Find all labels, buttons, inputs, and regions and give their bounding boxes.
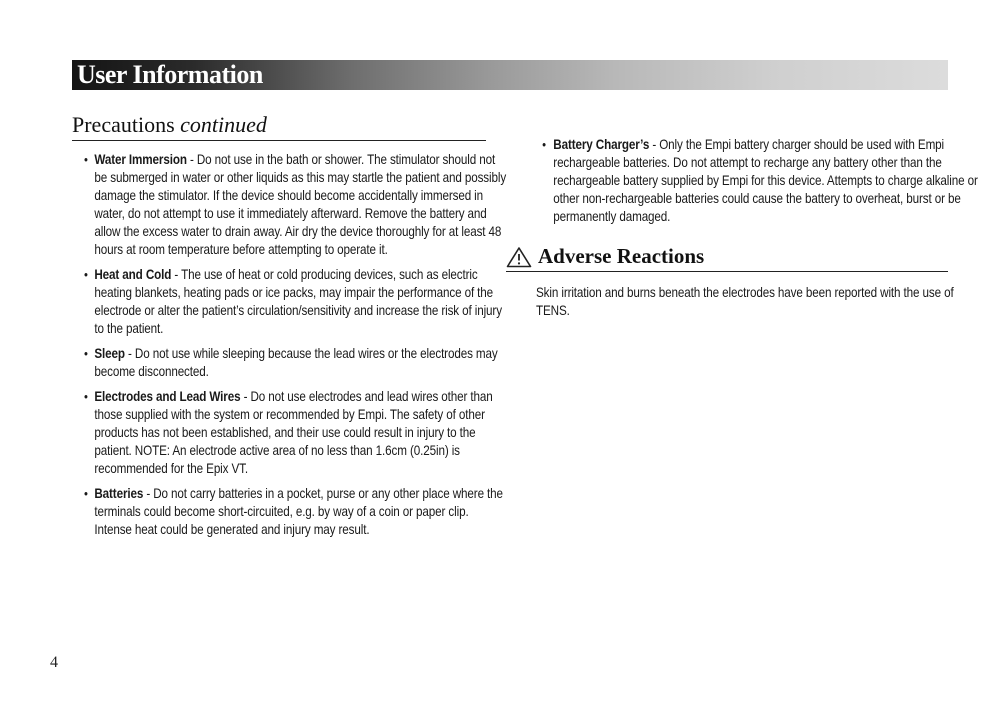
list-item [506, 136, 994, 226]
item-term: Battery Charger’s [553, 137, 650, 152]
list-item [72, 388, 507, 478]
adverse-text: Skin irritation and burns beneath the electrodes have been reported with the use of TENS. [536, 285, 954, 318]
precautions-heading [72, 112, 486, 141]
bullet-icon: • [542, 137, 546, 152]
precautions-list [72, 151, 507, 539]
item-term: Electrodes and Lead Wires [94, 389, 241, 404]
item-text: - Do not carry batteries in a pocket, purse or any other place where the terminals could become short-circuited, e.g. by way of a coin or paper clip. Intense heat could be generated and injury may result. [94, 486, 503, 537]
item-text: - Do not use while sleeping because the lead wires or the electrodes may become disconnected. [94, 346, 498, 379]
precautions-title-suffix: continued [180, 112, 267, 137]
item-text: - Only the Empi battery charger should be used with Empi rechargeable batteries. Do not attempt to recharge any battery other than the rechargeable battery supplied by Empi for this device. Attempts to charge alkaline or other non-rechargeable batteries could cause the battery to overheat, burst or be permanently damaged. [553, 137, 978, 224]
precautions-title: Precautions [72, 112, 175, 137]
item-term: Sleep [94, 346, 125, 361]
adverse-heading [506, 244, 948, 272]
list-item [72, 345, 507, 381]
adverse-section [506, 244, 954, 320]
item-text: - The use of heat or cold producing devices, such as electric heating blankets, heating pads or ice packs, may impair the performance of the electrode or alter the patient’s circulation/sensitivity and increase the risk of injury to the patient. [94, 267, 502, 336]
list-item [72, 151, 507, 259]
bullet-icon: • [84, 346, 88, 361]
header-title: User Information [77, 60, 263, 89]
bullet-icon: • [84, 389, 88, 404]
bullet-icon: • [84, 486, 88, 501]
adverse-title: Adverse Reactions [538, 244, 705, 268]
precautions-list-continued [506, 136, 978, 226]
left-column [72, 112, 507, 546]
page-number: 4 [50, 654, 58, 671]
item-term: Batteries [94, 486, 144, 501]
bullet-icon: • [84, 152, 88, 167]
item-term: Water Immersion [94, 152, 187, 167]
list-item [72, 266, 507, 338]
right-column [506, 136, 978, 320]
item-text: - Do not use in the bath or shower. The stimulator should not be submerged in water or other liquids as this may startle the patient and possibly damage the stimulator. If the device should become accidentally immersed in water, do not attempt to use it immediately afterward. Remove the battery and allow the excess water to drain away. Air dry the device thoroughly for at least 48 hours at room temperature before attempting to operate it. [94, 152, 507, 257]
item-term: Heat and Cold [94, 267, 172, 282]
bullet-icon: • [84, 267, 88, 282]
list-item [72, 485, 507, 539]
item-text: - Do not use electrodes and lead wires other than those supplied with the system or recommended by Empi. The safety of other products has not been established, and their use could result in injury to the patient. NOTE: An electrode active area of no less than 1.6cm (0.25in) is recommended for the Epix VT. [94, 389, 493, 476]
header-banner [72, 60, 948, 90]
warning-triangle-icon [506, 246, 532, 268]
